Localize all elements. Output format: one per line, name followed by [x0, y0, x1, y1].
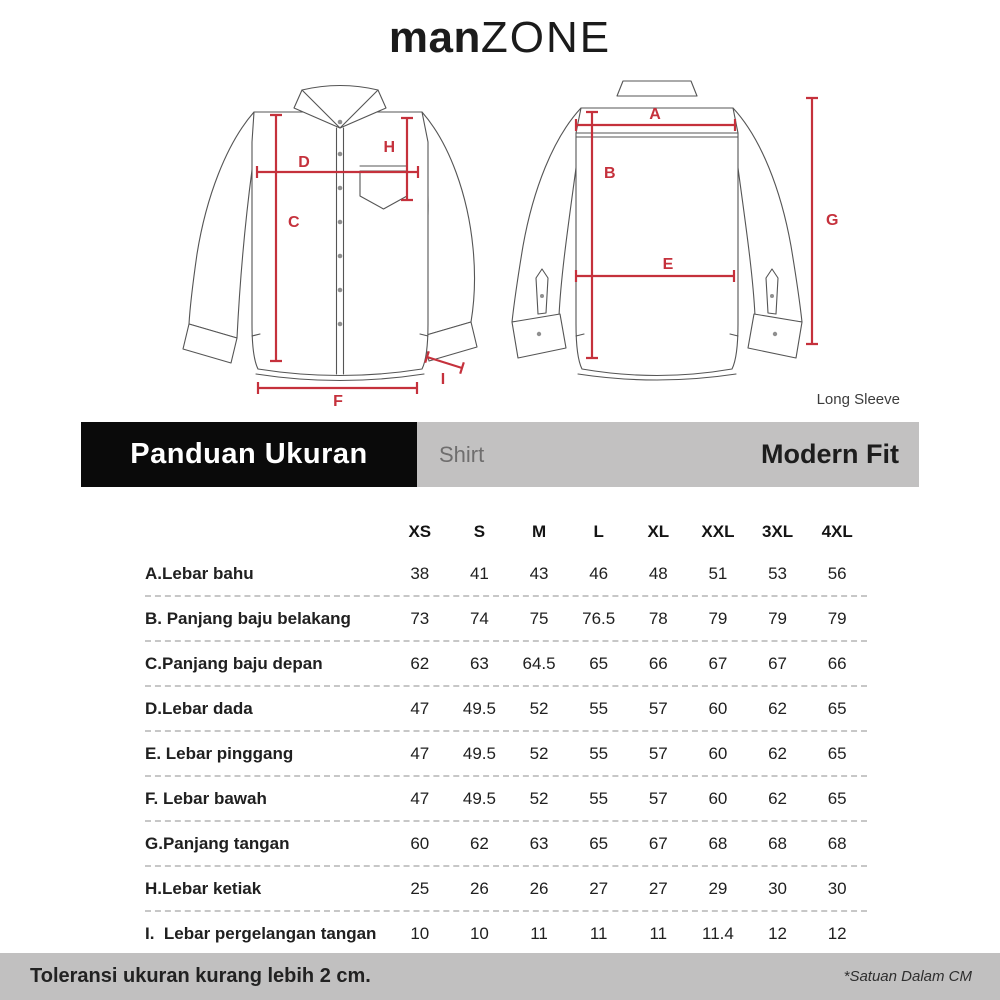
size-value: 55	[589, 788, 609, 808]
table-row	[145, 912, 867, 955]
size-value: 38	[410, 563, 430, 583]
size-value: 79	[768, 608, 788, 628]
size-value: 41	[469, 563, 489, 583]
measure-label-g: G	[826, 212, 839, 229]
size-value: 60	[708, 698, 728, 718]
row-label: F. Lebar bawah	[145, 788, 267, 808]
size-value: 60	[410, 833, 430, 853]
brand-logo-bold: man	[388, 13, 481, 62]
table-row	[145, 822, 867, 867]
measure-label-b: B	[604, 165, 616, 182]
size-value: 66	[827, 653, 847, 673]
size-value: 52	[529, 698, 549, 718]
size-value: 12	[827, 923, 847, 943]
size-table-body	[145, 552, 867, 955]
size-value: 65	[589, 833, 609, 853]
size-value: 30	[768, 878, 788, 898]
size-value: 53	[768, 563, 788, 583]
size-value: 26	[469, 878, 489, 898]
fit-type-label: Modern Fit	[761, 439, 899, 469]
size-value: 49.5	[462, 788, 496, 808]
size-value: 57	[648, 698, 668, 718]
size-value: 66	[648, 653, 668, 673]
row-label: B. Panjang baju belakang	[145, 608, 351, 628]
size-column-header: S	[473, 522, 486, 541]
size-value: 49.5	[462, 698, 496, 718]
measure-label-c: C	[288, 214, 300, 231]
size-value: 27	[589, 878, 609, 898]
size-value: 62	[768, 788, 788, 808]
size-value: 10	[469, 923, 489, 943]
size-value: 67	[768, 653, 788, 673]
size-value: 67	[648, 833, 668, 853]
size-value: 78	[648, 608, 668, 628]
back-right-sleeve-placket	[766, 269, 778, 314]
size-value: 68	[768, 833, 788, 853]
size-value: 11	[649, 923, 668, 943]
row-label: A.Lebar bahu	[145, 563, 254, 583]
size-value: 47	[410, 743, 430, 763]
size-value: 65	[827, 788, 847, 808]
measure-g	[806, 98, 838, 344]
tolerance-note: Toleransi ukuran kurang lebih 2 cm.	[30, 965, 371, 987]
measure-label-f: F	[333, 393, 343, 408]
size-column-header: M	[531, 522, 547, 541]
size-value: 11	[589, 923, 608, 943]
measure-label-h: H	[383, 139, 395, 156]
page-title: Panduan Ukuran	[81, 422, 417, 487]
row-label: H.Lebar ketiak	[145, 878, 262, 898]
size-value: 57	[648, 743, 668, 763]
size-value: 68	[827, 833, 847, 853]
size-value: 65	[827, 743, 847, 763]
measure-label-i: I	[440, 371, 446, 388]
size-value: 62	[768, 743, 788, 763]
size-value: 11	[530, 923, 548, 943]
size-table	[145, 512, 867, 955]
size-value: 74	[469, 608, 489, 628]
table-row	[145, 642, 867, 687]
row-label: C.Panjang baju depan	[145, 653, 323, 673]
size-value: 27	[648, 878, 668, 898]
size-value: 47	[410, 698, 430, 718]
size-value: 64.5	[522, 653, 556, 673]
back-left-sleeve-placket	[536, 269, 548, 314]
size-column-header: 4XL	[821, 522, 853, 541]
size-value: 52	[529, 788, 549, 808]
table-row	[145, 867, 867, 912]
size-value: 65	[589, 653, 609, 673]
table-row	[145, 777, 867, 822]
size-value: 75	[529, 608, 549, 628]
size-value: 63	[529, 833, 549, 853]
size-value: 68	[708, 833, 728, 853]
table-row	[145, 687, 867, 732]
size-value: 51	[708, 563, 728, 583]
row-label: I. Lebar pergelangan tangan	[145, 923, 377, 943]
table-row	[145, 732, 867, 777]
size-column-header: 3XL	[761, 522, 794, 541]
size-value: 60	[708, 743, 728, 763]
size-value: 47	[410, 788, 430, 808]
size-value: 25	[410, 878, 430, 898]
brand-logo	[0, 14, 1000, 62]
size-value: 30	[827, 878, 847, 898]
back-collar	[617, 81, 697, 96]
size-column-header: L	[593, 522, 604, 541]
size-header-row	[145, 512, 867, 552]
size-value: 52	[529, 743, 549, 763]
brand-logo-light: ZONE	[480, 13, 612, 62]
measure-label-e: E	[662, 256, 674, 273]
size-value: 65	[827, 698, 847, 718]
size-value: 57	[648, 788, 668, 808]
row-label: E. Lebar pinggang	[145, 743, 294, 763]
size-value: 79	[827, 608, 847, 628]
size-value: 76.5	[582, 608, 616, 628]
measure-label-a: A	[649, 106, 661, 123]
measure-f	[258, 382, 417, 408]
title-band	[81, 422, 919, 487]
size-value: 10	[410, 923, 430, 943]
front-body	[252, 112, 428, 376]
row-label: G.Panjang tangan	[145, 833, 290, 853]
size-value: 48	[648, 563, 668, 583]
size-column-header: XS	[408, 522, 432, 541]
unit-note: *Satuan Dalam CM	[843, 968, 972, 985]
size-value: 26	[529, 878, 549, 898]
size-value: 62	[768, 698, 788, 718]
size-value: 49.5	[462, 743, 496, 763]
size-value: 12	[768, 923, 788, 943]
size-value: 63	[469, 653, 489, 673]
sleeve-type-label: Long Sleeve	[816, 391, 900, 408]
back-body	[576, 108, 738, 376]
size-value: 43	[529, 563, 549, 583]
size-column-header: XXL	[701, 522, 735, 541]
footer-bar	[0, 953, 1000, 1000]
size-value: 79	[708, 608, 728, 628]
size-value: 73	[410, 608, 430, 628]
size-value: 62	[410, 653, 430, 673]
shirt-back-diagram	[505, 78, 845, 408]
size-value: 56	[827, 563, 847, 583]
size-value: 11.4	[702, 923, 734, 943]
size-value: 55	[589, 698, 609, 718]
size-value: 67	[708, 653, 728, 673]
size-value: 60	[708, 788, 728, 808]
size-value: 46	[589, 563, 609, 583]
product-type-label: Shirt	[439, 441, 485, 467]
row-label: D.Lebar dada	[145, 698, 253, 718]
measure-label-d: D	[298, 154, 310, 171]
size-column-header: XL	[647, 522, 670, 541]
shirt-front-diagram	[182, 78, 482, 408]
size-value: 29	[708, 878, 728, 898]
table-row	[145, 552, 867, 597]
front-right-sleeve	[422, 112, 474, 336]
size-value: 55	[589, 743, 609, 763]
size-value: 62	[469, 833, 489, 853]
front-left-sleeve	[189, 112, 254, 338]
table-row	[145, 597, 867, 642]
